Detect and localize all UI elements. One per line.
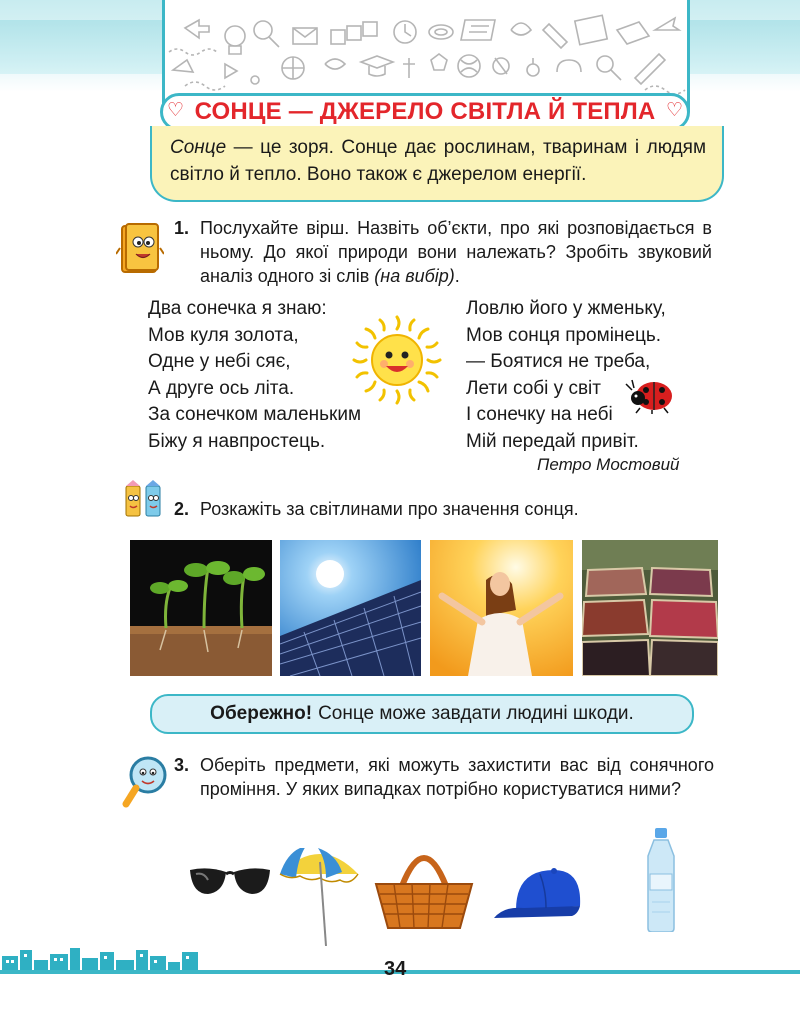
poem-line: І сонечку на небі xyxy=(466,404,613,425)
definition-box xyxy=(150,126,724,202)
poem-author: Петро Мостовий xyxy=(537,455,680,474)
poem-line: Лети собі у світ xyxy=(466,377,601,399)
photo-girl-in-sunlight xyxy=(430,540,573,676)
task-2-number: 2. xyxy=(174,499,190,519)
task-1 xyxy=(174,216,712,288)
beach-umbrella-picture xyxy=(276,848,362,951)
heart-right-icon: ♡ xyxy=(665,100,683,121)
warning-label: Обережно! xyxy=(210,703,313,724)
poem-line: Мій передай привіт. xyxy=(466,430,639,452)
city-skyline-decoration xyxy=(0,948,210,979)
poem-line: Мов куля золота, xyxy=(148,324,299,346)
task-1-text: Послухайте вірш. Назвіть об’єкти, про які розповідається в ньому. До якої природи вони належать? Зробіть звуковий аналіз одного зі слів xyxy=(200,218,712,286)
magnifier-character-icon xyxy=(122,755,168,814)
warning-box xyxy=(150,694,694,734)
lesson-title: СОНЦЕ — ДЖЕРЕЛО СВІТЛА Й ТЕПЛА xyxy=(194,98,656,125)
poem-line: Ловлю його у жменьку, xyxy=(466,298,666,319)
warning-text: Сонце може завдати людині шкоди. xyxy=(318,703,634,724)
task-1-number: 1. xyxy=(174,218,190,238)
task-2 xyxy=(174,497,714,521)
heart-left-icon: ♡ xyxy=(167,100,185,121)
poem-line: Одне у небі сяє, xyxy=(148,351,291,372)
task-3 xyxy=(174,753,714,801)
task-3-text: Оберіть предмети, які можуть захистити вас від сонячного проміння. У яких випадках потрібно користуватися ними? xyxy=(200,755,714,799)
water-bottle-picture xyxy=(646,828,676,937)
baseball-cap-picture xyxy=(492,866,584,931)
poem-line: Мов сонця промінець. xyxy=(466,324,662,346)
definition-term: Сонце xyxy=(170,137,227,158)
photo-solar-panels xyxy=(280,540,421,676)
photo-seedlings xyxy=(130,540,272,676)
wicker-basket-picture xyxy=(372,838,476,935)
ladybug-picture xyxy=(624,374,676,419)
sunglasses-picture xyxy=(186,862,274,909)
poem-line: — Боятися не треба, xyxy=(466,351,651,372)
poem-line: А друге ось літа. xyxy=(148,377,295,399)
book-character-icon xyxy=(116,220,164,283)
task-1-hint: (на вибір) xyxy=(374,266,455,286)
poem-line: Біжу я навпростець. xyxy=(148,430,326,452)
poem-left-column xyxy=(148,296,361,455)
task-3-number: 3. xyxy=(174,755,190,775)
page-number: 34 xyxy=(384,958,407,980)
smiling-sun-picture xyxy=(352,315,442,410)
task-2-text: Розкажіть за світлинами про значення сонця. xyxy=(200,499,579,519)
photo-drying-berries xyxy=(582,540,718,676)
poem-line: Два сонечка я знаю: xyxy=(148,298,327,319)
pencil-characters-icon xyxy=(122,480,166,525)
definition-text: — це зоря. Сонце дає рослинам, тваринам і людям світло й тепло. Воно також є джерелом енергії. xyxy=(170,137,706,185)
task-1-period: . xyxy=(454,266,460,286)
poem-line: За сонечком маленьким xyxy=(148,404,362,425)
